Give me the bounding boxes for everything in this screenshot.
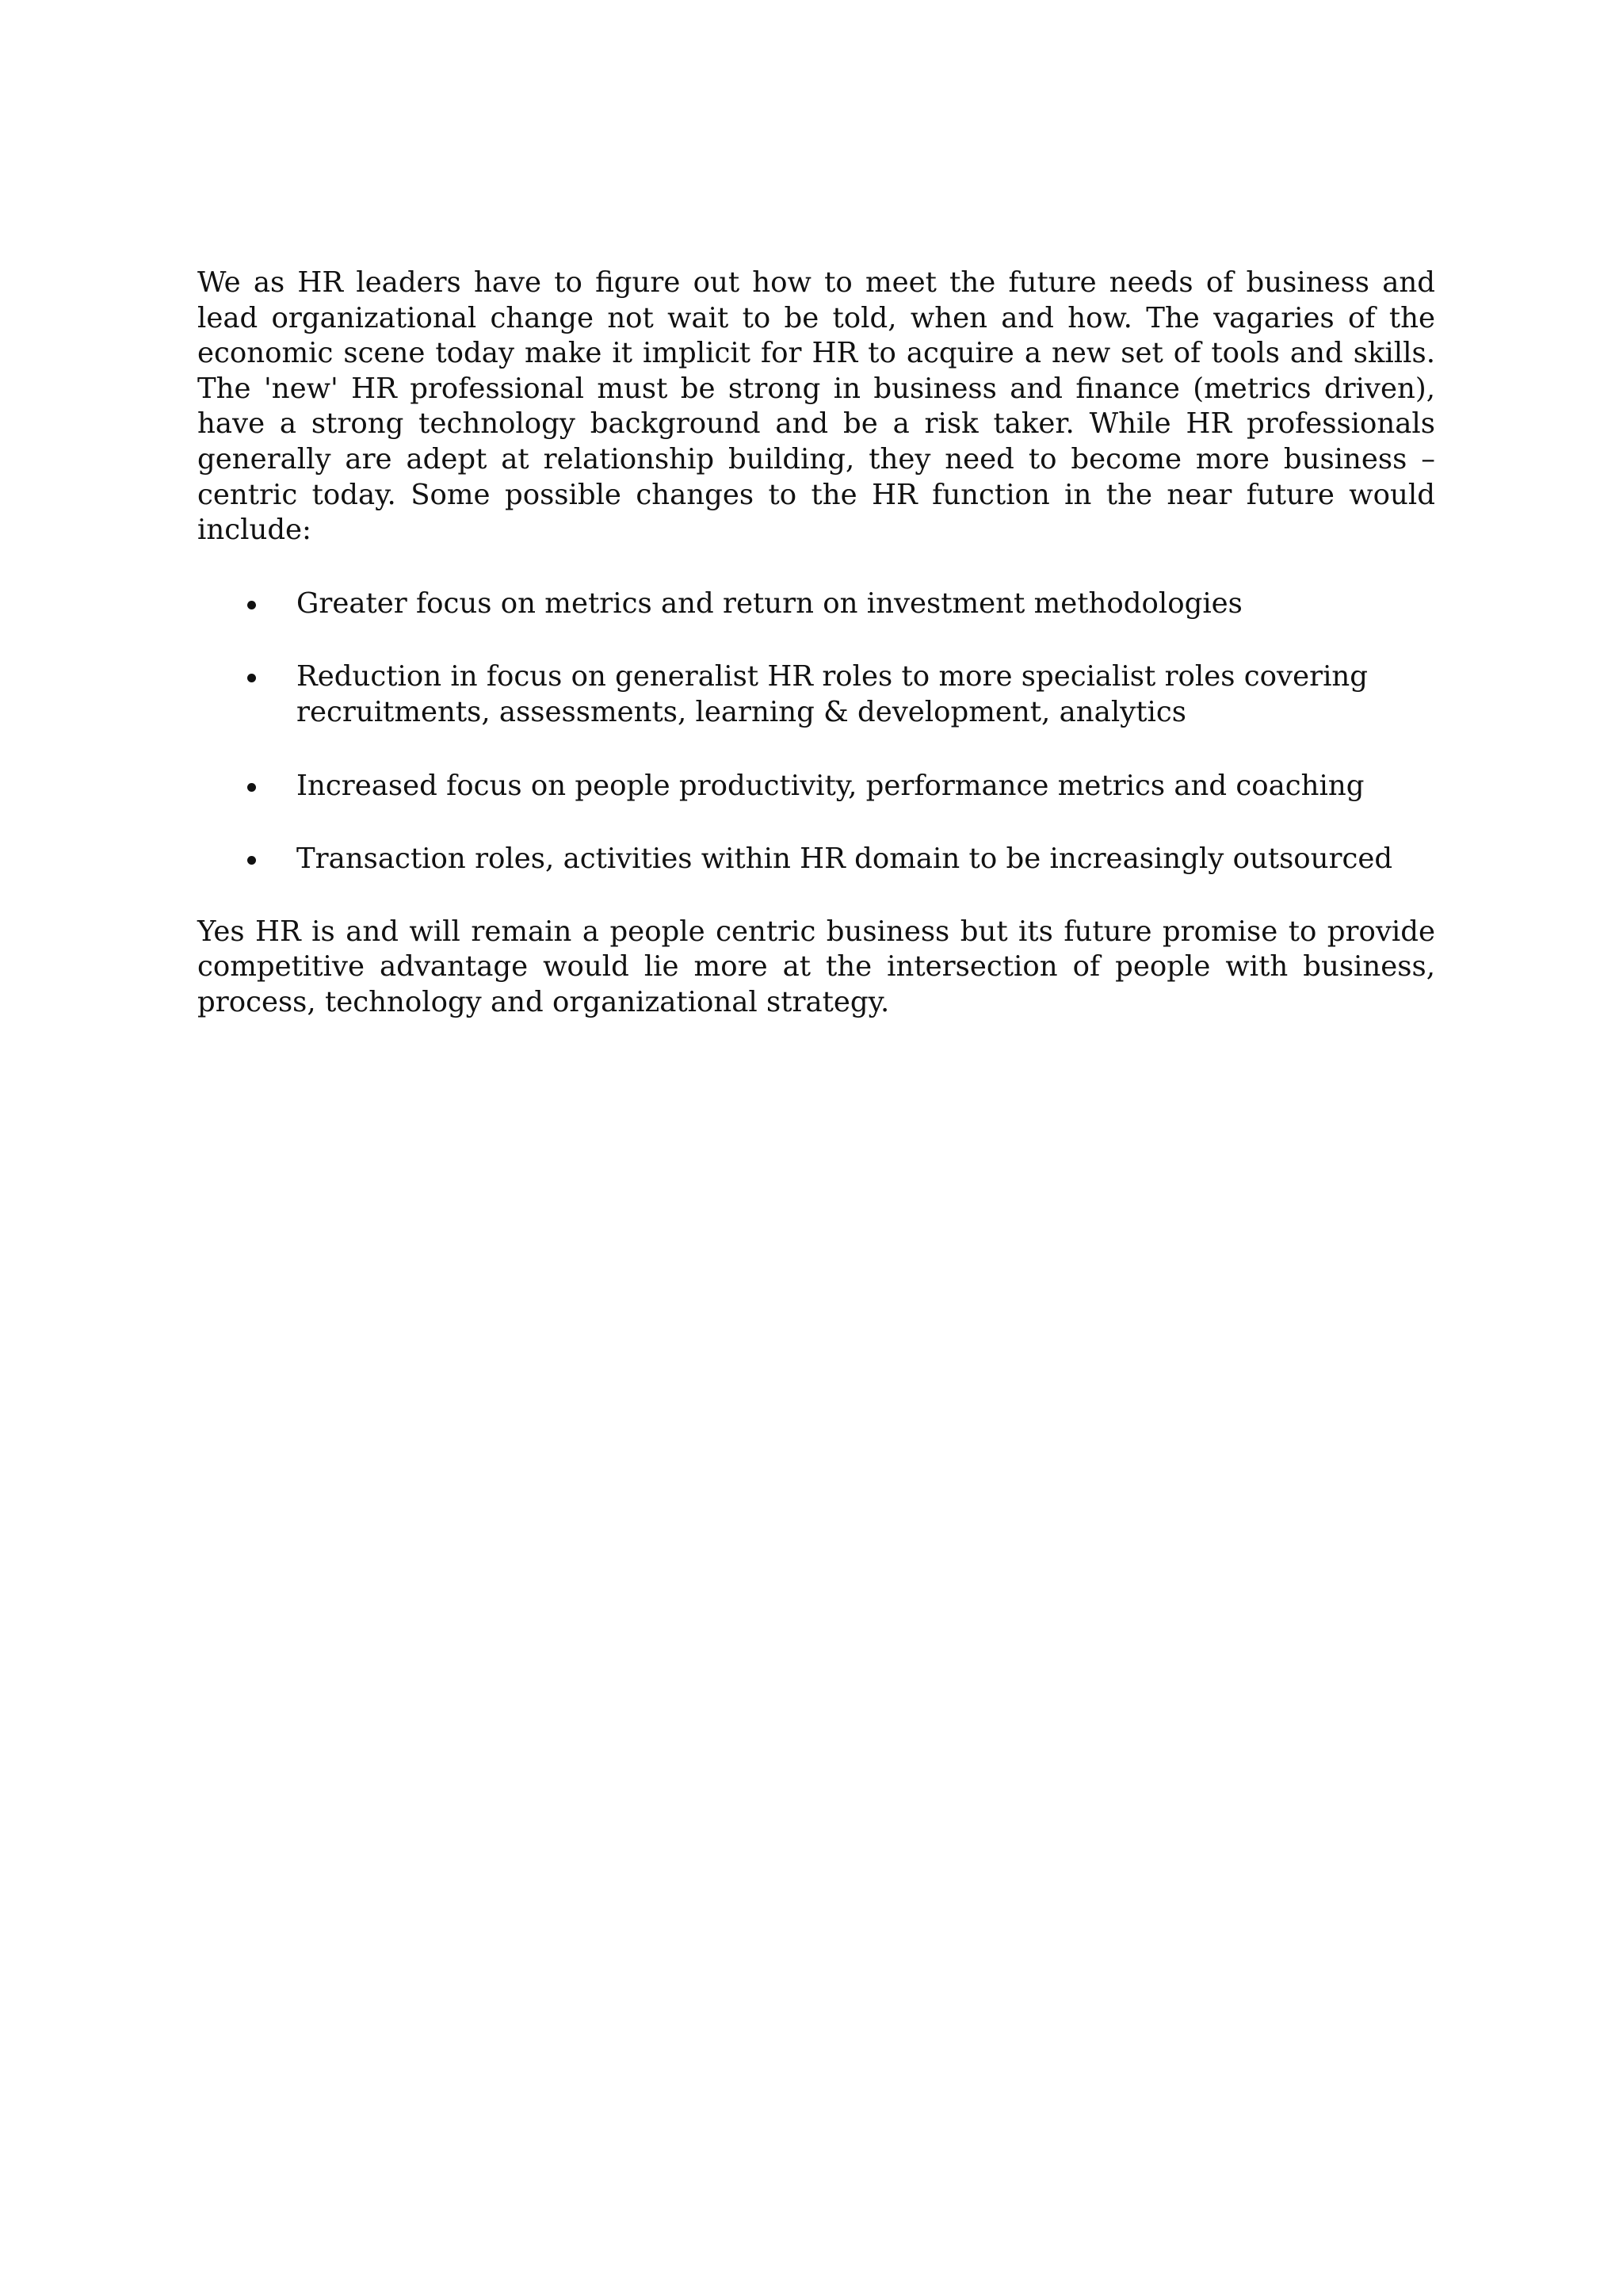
bullet-icon xyxy=(247,601,256,609)
bullet-text: Transaction roles, activities within HR domain to be increasingly outsourced xyxy=(296,842,1393,876)
list-item xyxy=(197,586,1435,622)
bullet-text: Increased focus on people productivity, performance metrics and coaching xyxy=(296,769,1365,802)
bullet-icon xyxy=(247,856,256,865)
bullet-text: Reduction in focus on generalist HR roles to more specialist roles covering recruitments, assessments, learning & development, analytics xyxy=(296,660,1369,728)
bullet-icon xyxy=(247,674,256,682)
intro-paragraph: We as HR leaders have to figure out how to meet the future needs of business and lead organizational change not wait to be told, when and how. The vagaries of the economic scene today make it implicit for HR to acquire a new set of tools and skills. The 'new' HR professional must be strong in business and finance (metrics driven), have a strong technology background and be a risk taker. While HR professionals generally are adept at relationship building, they need to become more business –centric today. Some possible changes to the HR function in the near future would include: xyxy=(197,266,1435,547)
bullet-icon xyxy=(247,783,256,792)
list-item xyxy=(197,659,1435,730)
bullet-text: Greater focus on metrics and return on investment methodologies xyxy=(296,586,1243,620)
closing-paragraph: Yes HR is and will remain a people centric business but its future promise to provide competitive advantage would lie more at the intersection of people with business, process, technology and organizational strategy. xyxy=(197,915,1435,1018)
list-item xyxy=(197,769,1435,804)
bullet-list xyxy=(197,586,1435,877)
list-item xyxy=(197,842,1435,877)
document-body xyxy=(197,266,1435,1021)
